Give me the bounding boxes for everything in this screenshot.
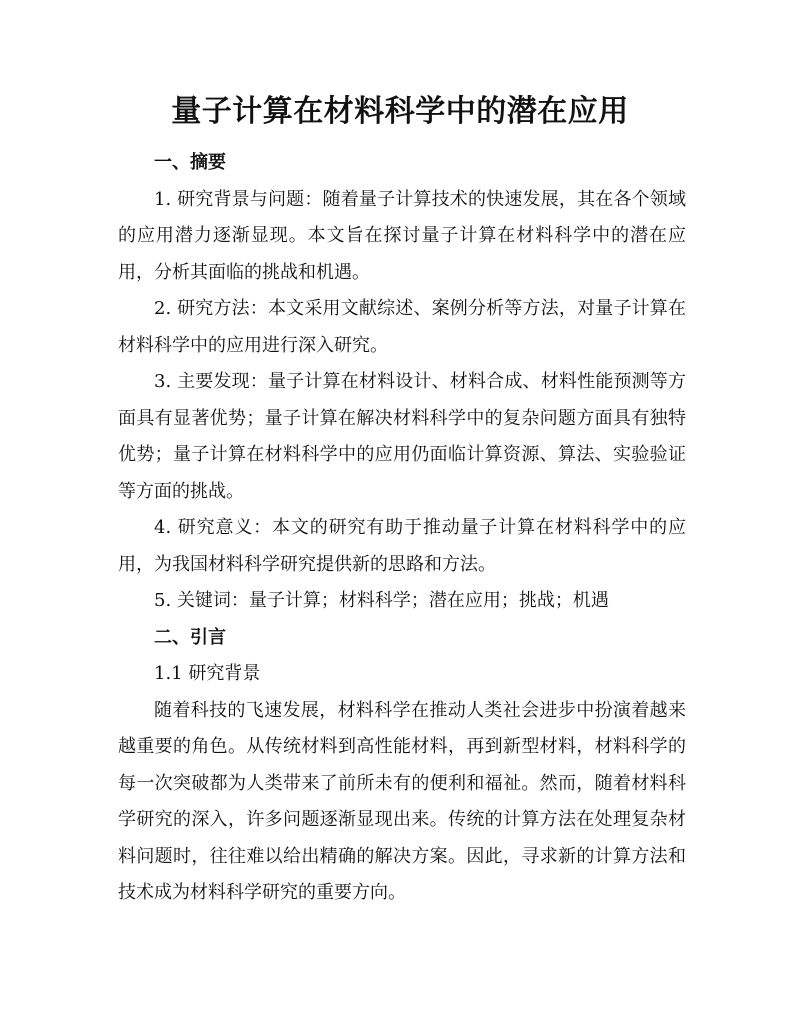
abstract-paragraph-keywords: 5. 关键词：量子计算；材料科学；潜在应用；挑战；机遇	[154, 590, 609, 611]
abstract-paragraph-methods: 2. 研究方法：本文采用文献综述、案例分析等方法，对量子计算在材料科学中的应用进行深入研究。	[118, 298, 686, 356]
subsection-heading-background: 1.1 研究背景	[154, 663, 261, 684]
introduction-paragraph: 随着科技的飞速发展，材料科学在推动人类社会进步中扮演着越来越重要的角色。从传统材料到高性能材料，再到新型材料，材料科学的每一次突破都为人类带来了前所未有的便利和福祉。然而，随着材料科学研究的深入，许多问题逐渐显现出来。传统的计算方法在处理复杂材料问题时，往往难以给出精确的解决方案。因此，寻求新的计算方法和技术成为材料科学研究的重要方向。	[118, 699, 686, 903]
section-heading-introduction: 二、引言	[154, 626, 226, 648]
abstract-paragraph-findings: 3. 主要发现：量子计算在材料设计、材料合成、材料性能预测等方面具有显著优势；量子计算在解决材料科学中的复杂问题方面具有独特优势；量子计算在材料科学中的应用仍面临计算资源、算法、实验验证等方面的挑战。	[118, 371, 686, 502]
abstract-paragraph-background: 1. 研究背景与问题：随着量子计算技术的快速发展，其在各个领域的应用潜力逐渐显现。本文旨在探讨量子计算在材料科学中的潜在应用，分析其面临的挑战和机遇。	[118, 188, 686, 283]
section-heading-abstract: 一、摘要	[154, 152, 226, 173]
document-title: 量子计算在材料科学中的潜在应用	[171, 94, 629, 129]
document-body	[118, 145, 686, 912]
abstract-paragraph-significance: 4. 研究意义：本文的研究有助于推动量子计算在材料科学中的应用，为我国材料科学研究提供新的思路和方法。	[118, 517, 686, 575]
